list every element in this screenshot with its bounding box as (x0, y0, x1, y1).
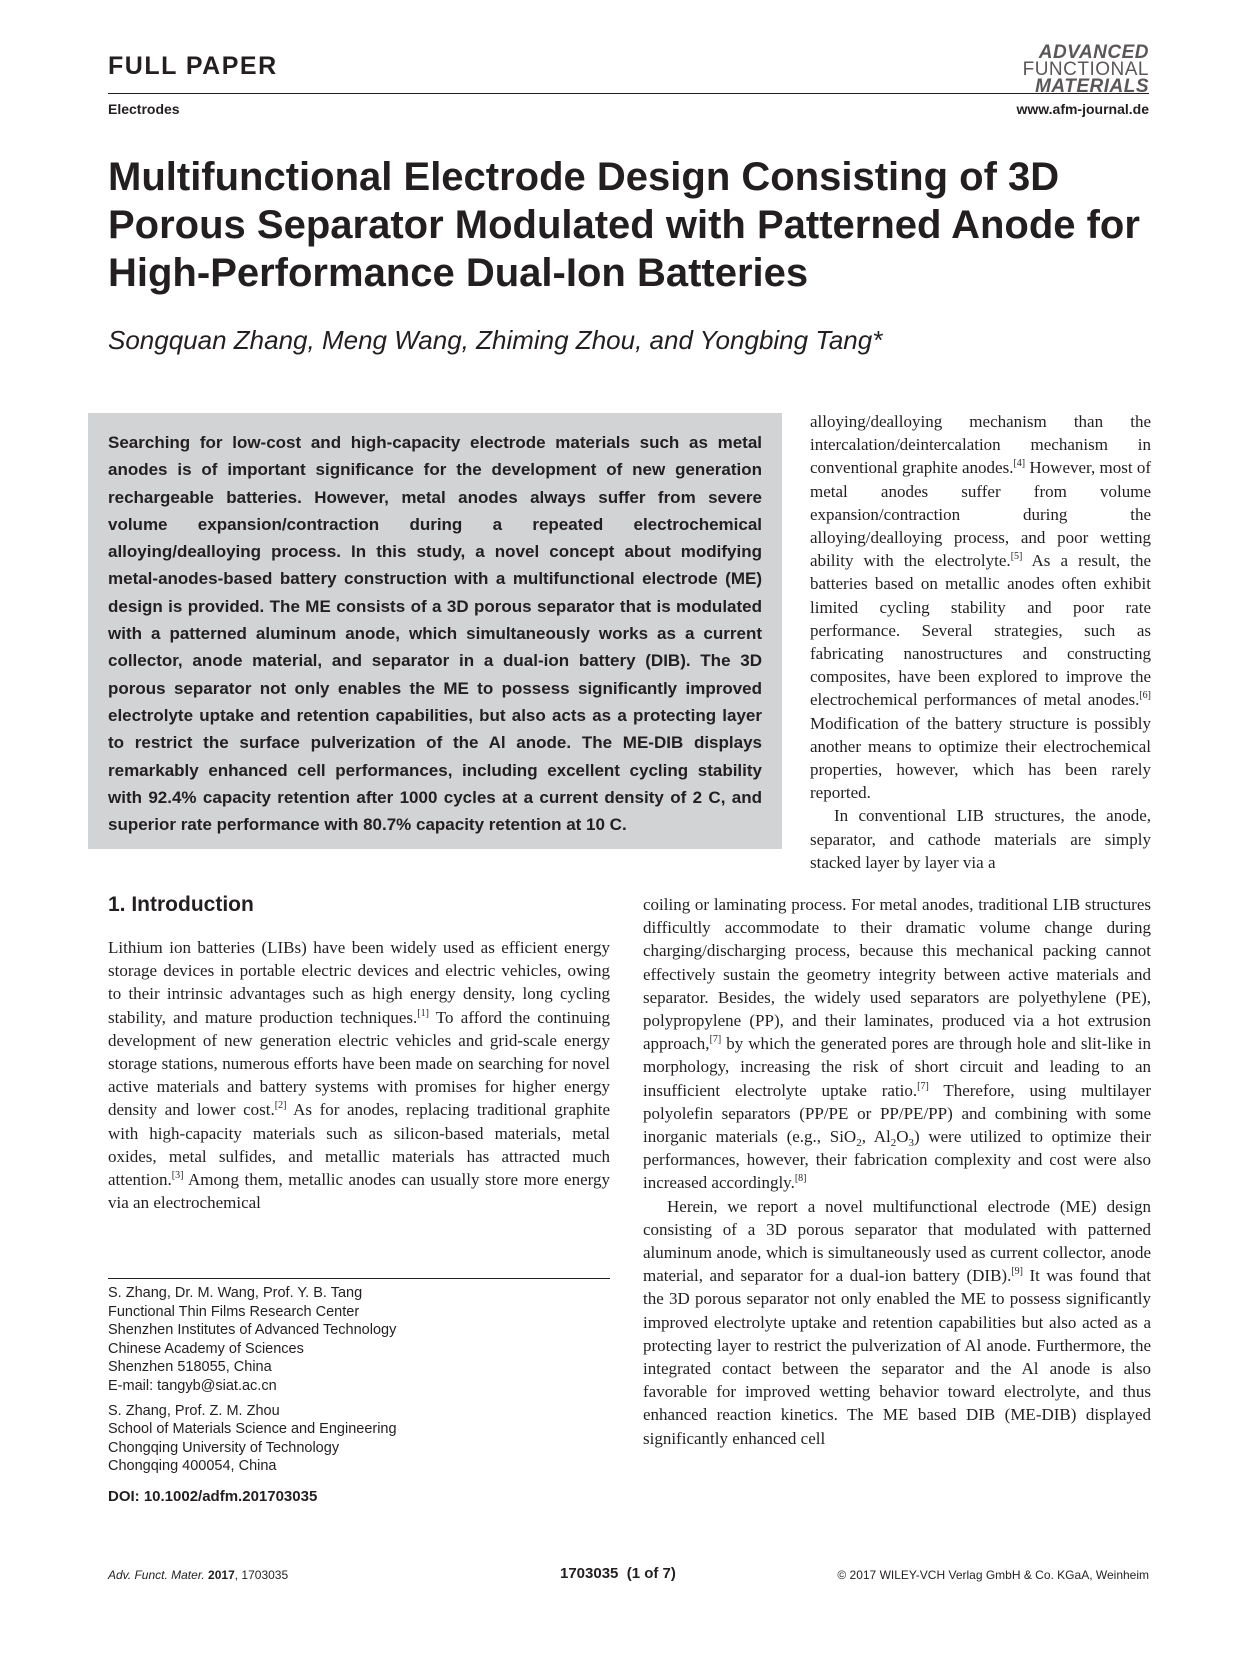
affiliation-line: Functional Thin Films Research Center (108, 1303, 360, 1320)
right-column-bottom (643, 893, 1151, 1450)
citation-ref[interactable]: [6] (1139, 690, 1151, 702)
email-link[interactable]: E-mail: tangyb@siat.ac.cn (108, 1377, 277, 1394)
paragraph: Herein, we report a novel multifunctional electrode (ME) design consisting of a 3D porous separator that modulated with patterned aluminum anode, which is simultaneously used as current collector, anode material, and separator for a dual-ion battery (DIB).[9] It was found that the 3D porous separator not only enabled the ME to possess significantly improved electrolyte uptake and retention capabilities but also acted as a protecting layer to restrict the pulverization of Al anode. Furthermore, the integrated contact between the separator and the Al anode is also favorable for improved wetting behavior toward electrolyte, and thus enhanced reaction kinetics. The ME based DIB (ME-DIB) displayed significantly enhanced cell (643, 1196, 1151, 1448)
affiliation-line: School of Materials Science and Engineering (108, 1421, 397, 1438)
citation-ref[interactable]: [4] (1013, 458, 1026, 470)
citation-ref[interactable]: [1] (417, 1007, 429, 1019)
page-number: 1703035 (1 of 7) (560, 1565, 676, 1582)
footer-citation: Adv. Funct. Mater. 2017, 1703035 (108, 1568, 289, 1582)
journal-logo-line-3: MATERIALS (1035, 76, 1149, 97)
journal-logo-line-1: ADVANCED (1038, 42, 1149, 63)
right-column-top (810, 410, 1151, 874)
journal-logo-line-2: FUNCTIONAL (1022, 59, 1149, 80)
journal-logo (1023, 44, 1149, 95)
affiliation-line: Shenzhen Institutes of Advanced Technology (108, 1322, 397, 1339)
affiliation-line: S. Zhang, Dr. M. Wang, Prof. Y. B. Tang (108, 1285, 363, 1301)
paragraph: In conventional LIB structures, the anode, separator, and cathode materials are simply stacked layer by layer via a (810, 806, 1151, 872)
affiliation-line: S. Zhang, Prof. Z. M. Zhou (108, 1402, 280, 1419)
citation-ref[interactable]: [2] (274, 1100, 287, 1112)
affiliations (108, 1284, 610, 1482)
affiliation-line: Chongqing University of Technology (108, 1439, 340, 1456)
affiliation-line: Chongqing 400054, China (108, 1458, 277, 1475)
article-title: Multifunctional Electrode Design Consisting of 3D Porous Separator Modulated with Patterned Anode for High-Performance Dual-Ion Batteries (108, 155, 1140, 295)
journal-url-link[interactable]: www.afm-journal.de (1016, 101, 1149, 117)
section-type-label: FULL PAPER (108, 52, 278, 80)
author-list: Songquan Zhang, Meng Wang, Zhiming Zhou, and Yongbing Tang* (108, 325, 883, 355)
citation-ref[interactable]: [7] (917, 1080, 929, 1092)
copyright-notice: © 2017 WILEY-VCH Verlag GmbH & Co. KGaA, Weinheim (837, 1568, 1149, 1582)
affiliation-block (108, 1284, 610, 1396)
citation-ref[interactable]: [3] (171, 1170, 184, 1182)
citation-ref[interactable]: [8] (794, 1173, 807, 1185)
category-label: Electrodes (108, 101, 180, 117)
page-header (0, 0, 1241, 130)
section-heading-introduction: 1. Introduction (108, 893, 254, 916)
affiliation-block (108, 1402, 610, 1476)
paragraph: Lithium ion batteries (LIBs) have been widely used as efficient energy storage devices in portable electric devices and electric vehicles, owing to their intrinsic advantages such as high energy density, long cycling stability, and mature production techniques.[1] To afford the continuing development of new generation electric vehicles and grid-scale energy storage stations, numerous efforts have been made on searching for novel active materials and battery systems with promises for higher energy density and lower cost.[2] As for anodes, replacing traditional graphite with high-capacity materials such as silicon-based materials, metal oxides, metal sulfides, and metallic materials has attracted much attention.[3] Among them, metallic anodes can usually store more energy via an electrochemical (108, 938, 611, 1213)
doi-link[interactable]: DOI: 10.1002/adfm.201703035 (108, 1488, 318, 1505)
affiliation-line: Shenzhen 518055, China (108, 1359, 272, 1376)
citation-ref[interactable]: [5] (1010, 551, 1023, 563)
header-divider (108, 93, 1149, 94)
abstract-text: Searching for low-cost and high-capacity electrode materials such as metal anodes is of important significance for the development of new generation rechargeable batteries. However, metal anodes always suffer from severe volume expansion/contraction during a repeated electrochemical alloying/dealloying process. In this study, a novel concept about modifying metal-anodes-based battery construction with a multifunctional electrode (ME) design is provided. The ME consists of a 3D porous separator that is modulated with a patterned aluminum anode, which simultaneously works as a current collector, anode material, and separator in a dual-ion battery (DIB). The 3D porous separator not only enables the ME to possess significantly improved electrolyte uptake and retention capabilities, but also acts as a protecting layer to restrict the surface pulverization of the Al anode. The ME-DIB displays remarkably enhanced cell performances, including excellent cycling stability with 92.4% capacity retention after 1000 cycles at a current density of 2 C, and superior rate performance with 80.7% capacity retention at 10 C. (108, 433, 762, 835)
paragraph: alloying/dealloying mechanism than the intercalation/deintercalation mechanism in conventional graphite anodes.[4] However, most of metal anodes suffer from volume expansion/contraction during the alloying/dealloying process, and poor wetting ability with the electrolyte.[5] As a result, the batteries based on metallic anodes often exhibit limited cycling stability and poor rate performance. Several strategies, such as fabricating nanostructures and constructing composites, have been explored to improve the electrochemical performances of metal anodes.[6] Modification of the battery structure is possibly another means to optimize their electrochemical properties, however, which has been rarely reported. (810, 412, 1151, 803)
citation-ref[interactable]: [7] (709, 1034, 722, 1046)
citation-ref[interactable]: [9] (1011, 1266, 1024, 1278)
abstract-box (88, 413, 782, 849)
affiliation-line: Chinese Academy of Sciences (108, 1340, 304, 1357)
paragraph: coiling or laminating process. For metal anodes, traditional LIB structures difficultly accommodate to their dramatic volume change during charging/discharging process, because this mechanical packing cannot effectively sustain the geometry integrity between active materials and separator. Besides, the widely used separators are polyethylene (PE), polypropylene (PP), and their laminates, produced via a hot extrusion approach,[7] by which the generated pores are through hole and slit-like in morphology, increasing the risk of short circuit and leading to an insufficient electrolyte uptake ratio.[7] Therefore, using multilayer polyolefin separators (PP/PE or PP/PE/PP) and combining with some inorganic materials (e.g., SiO$_2$, $Al_2O_3$) were utilized to optimize their performances, however, their fabrication complexity and cost were also increased accordingly.[8] (643, 895, 1152, 1193)
left-column (108, 936, 610, 1214)
footnote-divider (108, 1278, 610, 1279)
